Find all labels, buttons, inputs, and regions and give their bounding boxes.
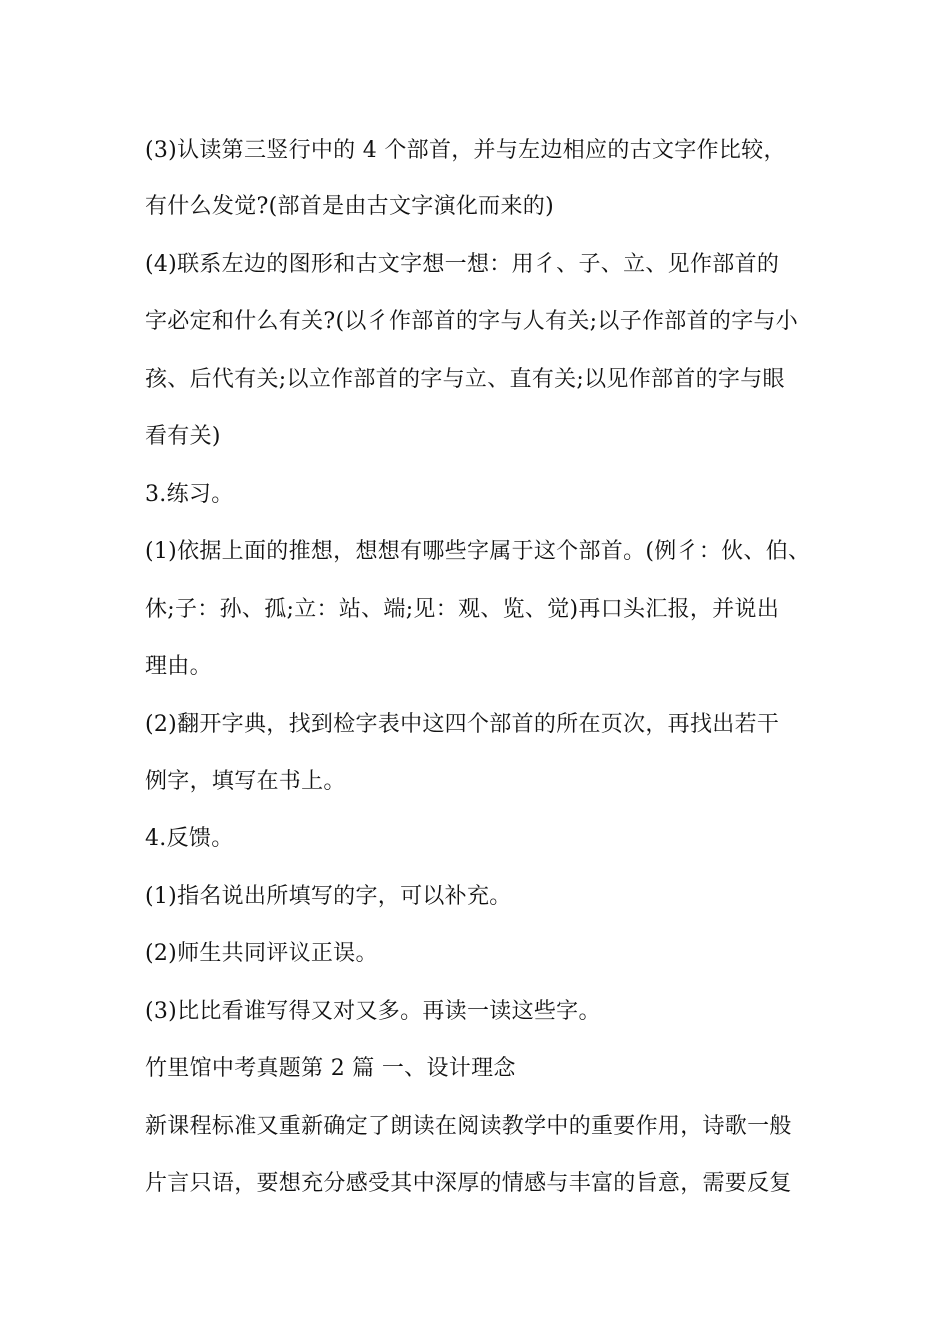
text-line: 新课程标准又重新确定了朗读在阅读教学中的重要作用，诗歌一般 (145, 1114, 792, 1139)
section-heading: 3.练习。 (145, 482, 234, 507)
text-line: 有什么发觉?(部首是由古文字演化而来的) (145, 194, 554, 219)
text-line: 看有关) (145, 424, 221, 449)
text-line: (2)师生共同评议正误。 (145, 941, 378, 966)
text-line: 孩、后代有关;以立作部首的字与立、直有关;以见作部首的字与眼 (145, 367, 785, 392)
text-line: 例字，填写在书上。 (145, 769, 346, 794)
text-line: (3)认读第三竖行中的 4 个部首，并与左边相应的古文字作比较， (145, 138, 786, 163)
section-heading: 竹里馆中考真题第 2 篇 一、设计理念 (145, 1056, 516, 1081)
text-line: (4)联系左边的图形和古文字想一想：用彳、子、立、见作部首的 (145, 252, 780, 277)
text-line: 休;子：孙、孤;立：站、端;见：观、览、觉)再口头汇报，并说出 (145, 597, 780, 622)
text-line: (1)指名说出所填写的字，可以补充。 (145, 884, 512, 909)
text-line: 字必定和什么有关?(以彳作部首的字与人有关;以子作部首的字与小 (145, 309, 799, 334)
section-heading: 4.反馈。 (145, 826, 234, 851)
text-line: 理由。 (145, 654, 212, 679)
text-line: 片言只语，要想充分感受其中深厚的情感与丰富的旨意，需要反复 (145, 1171, 792, 1196)
text-line: (1)依据上面的推想，想想有哪些字属于这个部首。(例彳：伙、伯、 (145, 539, 811, 564)
text-line: (3)比比看谁写得又对又多。再读一读这些字。 (145, 999, 601, 1024)
text-line: (2)翻开字典，找到检字表中这四个部首的所在页次，再找出若干 (145, 712, 780, 737)
